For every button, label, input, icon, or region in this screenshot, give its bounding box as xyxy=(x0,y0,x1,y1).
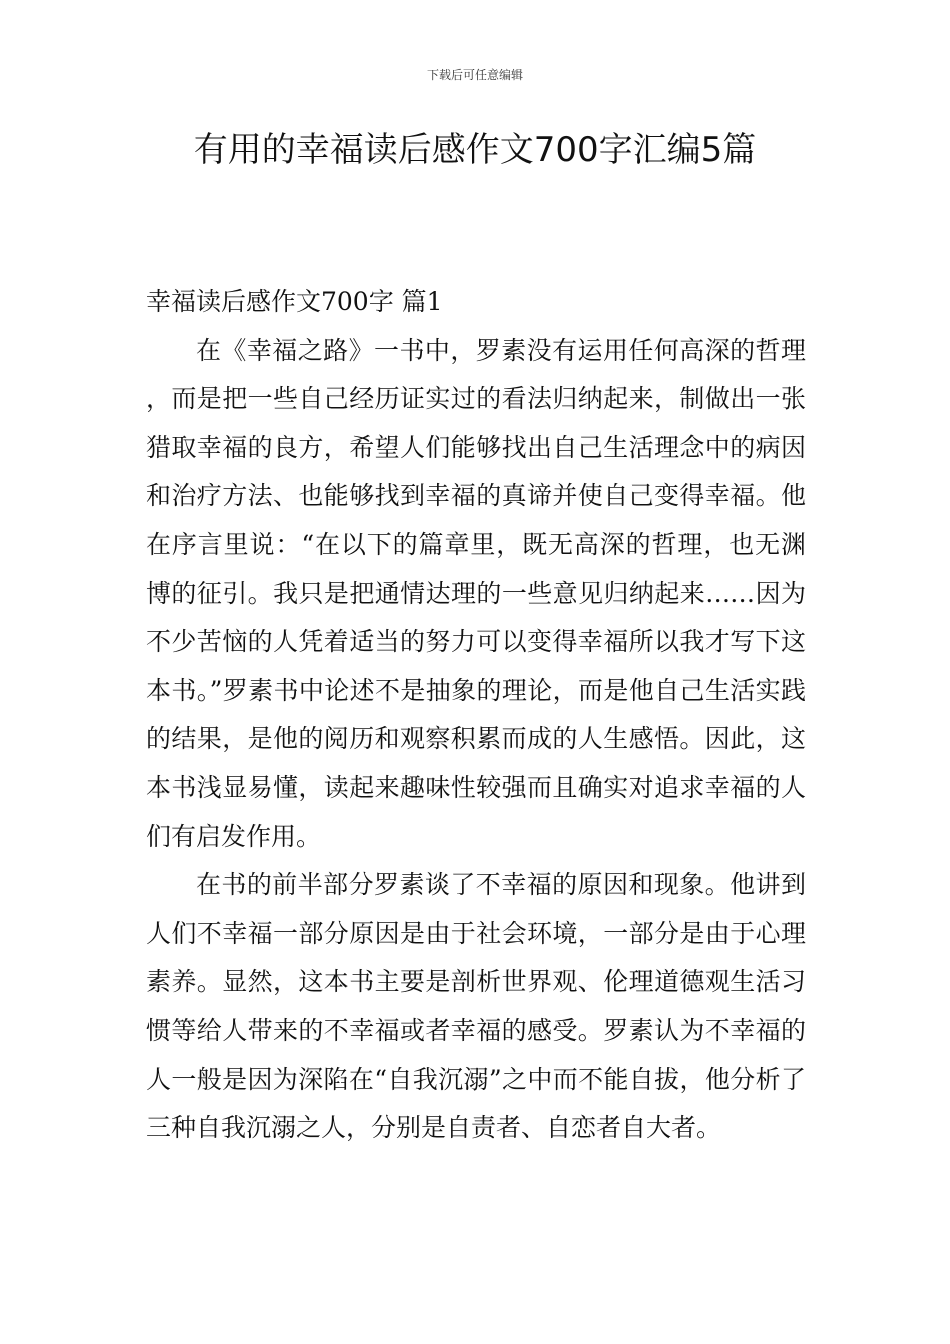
header-note: 下载后可任意编辑 xyxy=(426,68,523,82)
body-paragraph-1: 在《幸福之路》一书中，罗素没有运用任何高深的哲理，而是把一些自己经历证实过的看法归纳起来，制做出一张猎取幸福的良方，希望人们能够找出自己生活理念中的病因和治疗方法、也能够找到幸福的真谛并使自己变得幸福。他在序言里说：“在以下的篇章里，既无高深的哲理，也无渊博的征引。我只是把通情达理的一些意见归纳起来……因为不少苦恼的人凭着适当的努力可以变得幸福所以我才写下这本书。”罗素书中论述不是抽象的理论，而是他自己生活实践的结果，是他的阅历和观察积累而成的人生感悟。因此，这本书浅显易懂，读起来趣味性较强而且确实对追求幸福的人们有启发作用。 xyxy=(146,335,806,851)
document-body xyxy=(146,278,806,1153)
body-paragraph-2: 在书的前半部分罗素谈了不幸福的原因和现象。他讲到人们不幸福一部分原因是由于社会环境，一部分是由于心理素养。显然，这本书主要是剖析世界观、伦理道德观生活习惯等给人带来的不幸福或者幸福的感受。罗素认为不幸福的人一般是因为深陷在“自我沉溺”之中而不能自拔，他分析了三种自我沉溺之人，分别是自责者、自恋者自大者。 xyxy=(146,870,806,1143)
section-heading: 幸福读后感作文700字 篇1 xyxy=(146,287,443,316)
document-title: 有用的幸福读后感作文700字汇编5篇 xyxy=(193,130,757,170)
